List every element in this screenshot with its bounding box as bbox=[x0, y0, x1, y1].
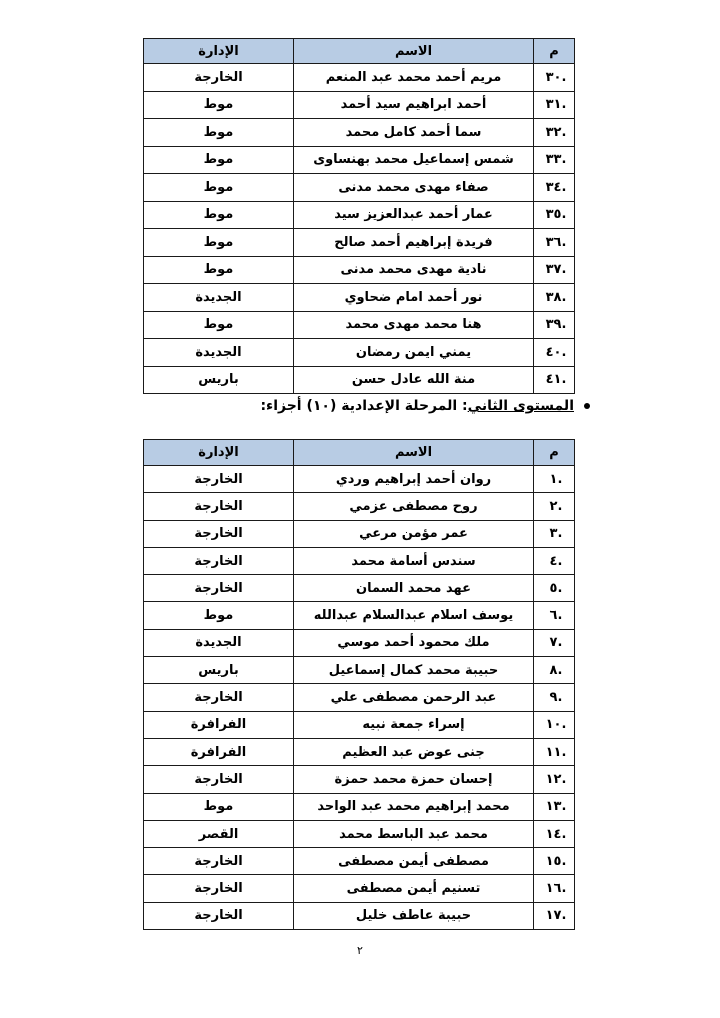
row-admin: الجديدة bbox=[144, 284, 294, 312]
row-name: فريدة إبراهيم أحمد صالح bbox=[294, 229, 534, 257]
table-row bbox=[144, 91, 575, 119]
row-name: حبيبة عاطف خليل bbox=[294, 902, 534, 929]
row-num: .٣٠ bbox=[534, 64, 575, 92]
table-row bbox=[144, 820, 575, 847]
row-name: أحمد ابراهيم سيد أحمد bbox=[294, 91, 534, 119]
section-heading bbox=[260, 398, 590, 414]
row-admin: موط bbox=[144, 256, 294, 284]
row-name: شمس إسماعيل محمد بهنساوى bbox=[294, 146, 534, 174]
table-row bbox=[144, 466, 575, 493]
row-admin: موط bbox=[144, 602, 294, 629]
row-admin: موط bbox=[144, 793, 294, 820]
section-heading-rest: : المرحلة الإعدادية (١٠) أجزاء: bbox=[260, 398, 468, 414]
row-admin: الخارجة bbox=[144, 902, 294, 929]
row-num: .١٧ bbox=[534, 902, 575, 929]
row-admin: الخارجة bbox=[144, 684, 294, 711]
table-row bbox=[144, 684, 575, 711]
row-num: .٤١ bbox=[534, 366, 575, 394]
row-num: .١١ bbox=[534, 738, 575, 765]
row-name: روان أحمد إبراهيم وردي bbox=[294, 466, 534, 493]
row-num: .٦ bbox=[534, 602, 575, 629]
table-header-row bbox=[144, 39, 575, 64]
row-num: .٤٠ bbox=[534, 339, 575, 367]
table-row bbox=[144, 64, 575, 92]
table-row bbox=[144, 284, 575, 312]
row-num: .٣٨ bbox=[534, 284, 575, 312]
table-row bbox=[144, 602, 575, 629]
row-num: .١٥ bbox=[534, 848, 575, 875]
table-row bbox=[144, 875, 575, 902]
table-row bbox=[144, 629, 575, 656]
row-admin: الخارجة bbox=[144, 875, 294, 902]
row-num: .١٦ bbox=[534, 875, 575, 902]
row-name: ملك محمود أحمد موسي bbox=[294, 629, 534, 656]
table-row bbox=[144, 119, 575, 147]
row-name: منة الله عادل حسن bbox=[294, 366, 534, 394]
row-name: نادية مهدى محمد مدنى bbox=[294, 256, 534, 284]
row-num: .٣٢ bbox=[534, 119, 575, 147]
row-num: .٣٤ bbox=[534, 174, 575, 202]
table-row bbox=[144, 493, 575, 520]
row-admin: الخارجة bbox=[144, 466, 294, 493]
table-header-row bbox=[144, 440, 575, 466]
table-row bbox=[144, 575, 575, 602]
row-admin: الخارجة bbox=[144, 766, 294, 793]
row-name: روح مصطفى عزمي bbox=[294, 493, 534, 520]
table-row bbox=[144, 766, 575, 793]
row-admin: الخارجة bbox=[144, 493, 294, 520]
table-row bbox=[144, 339, 575, 367]
row-name: محمد إبراهيم محمد عبد الواحد bbox=[294, 793, 534, 820]
row-admin: الخارجة bbox=[144, 520, 294, 547]
row-admin: باريس bbox=[144, 657, 294, 684]
section-heading-label: المستوى الثاني bbox=[467, 398, 574, 414]
page-number: ٢ bbox=[357, 944, 363, 957]
row-num: .٨ bbox=[534, 657, 575, 684]
table-row bbox=[144, 146, 575, 174]
row-admin: الفرافرة bbox=[144, 711, 294, 738]
row-num: .٣٧ bbox=[534, 256, 575, 284]
row-num: .١ bbox=[534, 466, 575, 493]
row-num: .١٢ bbox=[534, 766, 575, 793]
row-admin: الجديدة bbox=[144, 339, 294, 367]
row-num: .٣٦ bbox=[534, 229, 575, 257]
row-admin: موط bbox=[144, 146, 294, 174]
students-table-level-2 bbox=[143, 439, 575, 930]
table-row bbox=[144, 738, 575, 765]
students-table-level-1 bbox=[143, 38, 575, 394]
table-row bbox=[144, 547, 575, 574]
row-name: عمار أحمد عبدالعزيز سيد bbox=[294, 201, 534, 229]
row-admin: الجديدة bbox=[144, 629, 294, 656]
row-admin: موط bbox=[144, 119, 294, 147]
row-name: هنا محمد مهدى محمد bbox=[294, 311, 534, 339]
header-num: م bbox=[534, 440, 575, 466]
row-admin: موط bbox=[144, 229, 294, 257]
table-row bbox=[144, 657, 575, 684]
table-row bbox=[144, 311, 575, 339]
row-name: مصطفى أيمن مصطفى bbox=[294, 848, 534, 875]
row-admin: موط bbox=[144, 91, 294, 119]
table-row bbox=[144, 848, 575, 875]
row-num: .٣٩ bbox=[534, 311, 575, 339]
row-name: سما أحمد كامل محمد bbox=[294, 119, 534, 147]
table-row bbox=[144, 174, 575, 202]
row-name: إسراء جمعة نبيه bbox=[294, 711, 534, 738]
row-admin: الخارجة bbox=[144, 848, 294, 875]
row-name: عمر مؤمن مرعي bbox=[294, 520, 534, 547]
row-name: عهد محمد السمان bbox=[294, 575, 534, 602]
row-name: جنى عوض عبد العظيم bbox=[294, 738, 534, 765]
table-row bbox=[144, 902, 575, 929]
row-admin: موط bbox=[144, 201, 294, 229]
row-admin: الخارجة bbox=[144, 575, 294, 602]
row-name: نور أحمد امام ضحاوي bbox=[294, 284, 534, 312]
row-name: محمد عبد الباسط محمد bbox=[294, 820, 534, 847]
row-num: .٤ bbox=[534, 547, 575, 574]
table-row bbox=[144, 229, 575, 257]
row-num: .٢ bbox=[534, 493, 575, 520]
row-name: سندس أسامة محمد bbox=[294, 547, 534, 574]
row-name: يمني ايمن رمضان bbox=[294, 339, 534, 367]
bullet-icon bbox=[584, 403, 590, 409]
row-num: .١٤ bbox=[534, 820, 575, 847]
row-name: تسنيم أيمن مصطفى bbox=[294, 875, 534, 902]
row-num: .٥ bbox=[534, 575, 575, 602]
row-name: إحسان حمزة محمد حمزة bbox=[294, 766, 534, 793]
row-num: .١٣ bbox=[534, 793, 575, 820]
row-admin: الخارجة bbox=[144, 547, 294, 574]
row-name: صفاء مهدى محمد مدنى bbox=[294, 174, 534, 202]
row-admin: باريس bbox=[144, 366, 294, 394]
header-admin: الإدارة bbox=[144, 440, 294, 466]
row-name: حبيبة محمد كمال إسماعيل bbox=[294, 657, 534, 684]
row-admin: موط bbox=[144, 311, 294, 339]
table-row bbox=[144, 366, 575, 394]
header-admin: الإدارة bbox=[144, 39, 294, 64]
row-num: .٧ bbox=[534, 629, 575, 656]
row-num: .٣١ bbox=[534, 91, 575, 119]
row-admin: الفرافرة bbox=[144, 738, 294, 765]
row-admin: الخارجة bbox=[144, 64, 294, 92]
table-row bbox=[144, 520, 575, 547]
row-name: يوسف اسلام عبدالسلام عبدالله bbox=[294, 602, 534, 629]
row-num: .٣ bbox=[534, 520, 575, 547]
row-name: عبد الرحمن مصطفى علي bbox=[294, 684, 534, 711]
table-row bbox=[144, 793, 575, 820]
row-num: .٣٥ bbox=[534, 201, 575, 229]
row-admin: موط bbox=[144, 174, 294, 202]
row-num: .١٠ bbox=[534, 711, 575, 738]
row-num: .٣٣ bbox=[534, 146, 575, 174]
row-name: مريم أحمد محمد عبد المنعم bbox=[294, 64, 534, 92]
header-num: م bbox=[534, 39, 575, 64]
table-row bbox=[144, 711, 575, 738]
row-num: .٩ bbox=[534, 684, 575, 711]
header-name: الاسم bbox=[294, 440, 534, 466]
row-admin: القصر bbox=[144, 820, 294, 847]
table-row bbox=[144, 201, 575, 229]
table-row bbox=[144, 256, 575, 284]
header-name: الاسم bbox=[294, 39, 534, 64]
